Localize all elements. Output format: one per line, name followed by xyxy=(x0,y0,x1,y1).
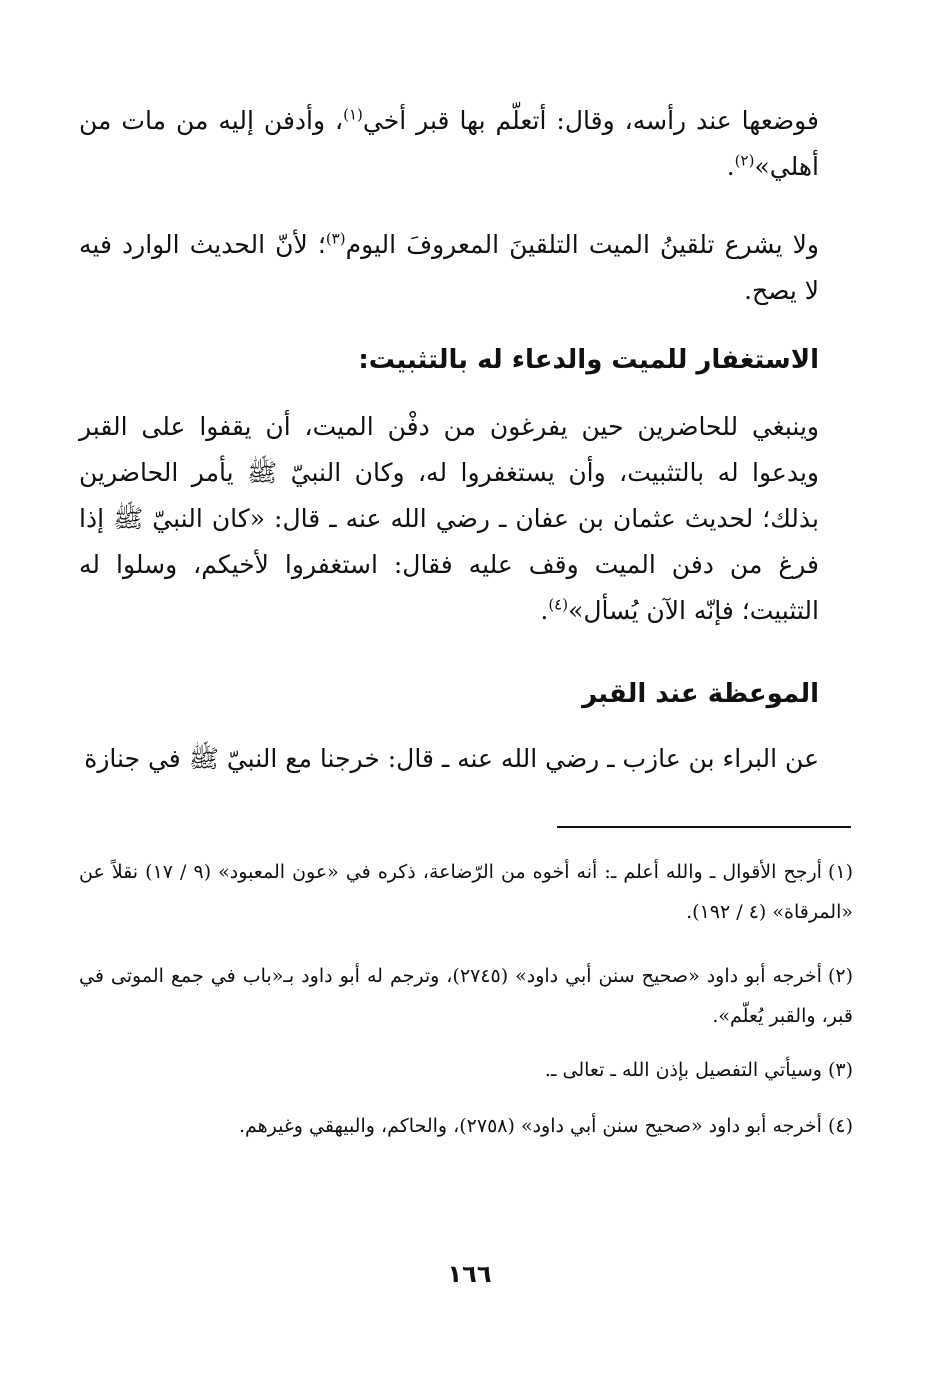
paragraph-2 xyxy=(79,222,819,314)
paragraph-3 xyxy=(79,404,819,634)
paragraph-1-text: فوضعها عند رأسه، وقال: أتعلّم بها قبر أخي xyxy=(362,106,819,135)
footnote-3-number: (٣) xyxy=(827,1059,853,1081)
paragraph-4: عن البراء بن عازب ـ رضي الله عنه ـ قال: خرجنا مع النبيّ ﷺ في جنازة xyxy=(84,744,819,773)
footnote-2-text: أخرجه أبو داود «صحيح سنن أبي داود» (٢٧٤٥)، وترجم له أبو داود بـ«باب في جمع الموتى في قبر، والقبر يُعلّم». xyxy=(79,965,853,1027)
footnote-ref-2: (٢) xyxy=(734,151,755,170)
footnote-4 xyxy=(79,1106,853,1146)
footnote-3-text: وسيأتي التفصيل بإذن الله ـ تعالى ـ. xyxy=(544,1059,822,1081)
paragraph-3-text: وينبغي للحاضرين حين يفرغون من دفْن الميت، أن يقفوا على القبر ويدعوا له بالتثبيت، وأن يستغفروا له، وكان النبيّ ﷺ يأمر الحاضرين بذلك؛ لحديث عثمان بن عفان ـ رضي الله عنه ـ قال: «كان النبيّ ﷺ إذا فرغ من دفن الميت وقف عليه فقال: استغفروا لأخيكم، وسلوا له التثبيت؛ فإنّه الآن يُسأل» xyxy=(79,412,819,625)
footnote-ref-4: (٤) xyxy=(548,595,569,614)
section-heading-maw'iza: الموعظة عند القبر xyxy=(582,679,819,709)
paragraph-2-after: ؛ لأنّ الحديث الوارد فيه لا يصح. xyxy=(79,230,819,305)
footnote-4-number: (٤) xyxy=(827,1115,853,1137)
footnote-1 xyxy=(79,852,853,932)
paragraph-1-after: ، وأدفن إليه من مات من أهلي» xyxy=(79,106,819,181)
page-number: ١٦٦ xyxy=(447,1260,492,1288)
footnote-ref-1: (١) xyxy=(343,105,363,124)
footnote-separator xyxy=(557,826,851,828)
footnote-1-text: أرجح الأقوال ـ والله أعلم ـ: أنه أخوه من الرّضاعة، ذكره في «عون المعبود» (٩ / ١٧) نقلاً عن «المرقاة» (٤ / ١٩٢). xyxy=(79,861,853,923)
footnote-1-number: (١) xyxy=(827,861,853,883)
paragraph-2-text: ولا يشرع تلقينُ الميت التلقينَ المعروفَ اليوم xyxy=(345,230,819,259)
paragraph-1 xyxy=(79,98,819,190)
footnote-2-number: (٢) xyxy=(827,965,853,987)
section-heading-istighfar: الاستغفار للميت والدعاء له بالتثبيت: xyxy=(358,345,819,375)
footnote-4-text: أخرجه أبو داود «صحيح سنن أبي داود» (٢٧٥٨)، والحاكم، والبيهقي وغيرهم. xyxy=(238,1115,822,1137)
paragraph-3-end: . xyxy=(540,596,549,625)
footnote-3 xyxy=(79,1050,853,1090)
footnote-ref-3: (٣) xyxy=(325,229,346,248)
footnote-2 xyxy=(79,956,853,1036)
paragraph-1-end: . xyxy=(726,152,735,181)
